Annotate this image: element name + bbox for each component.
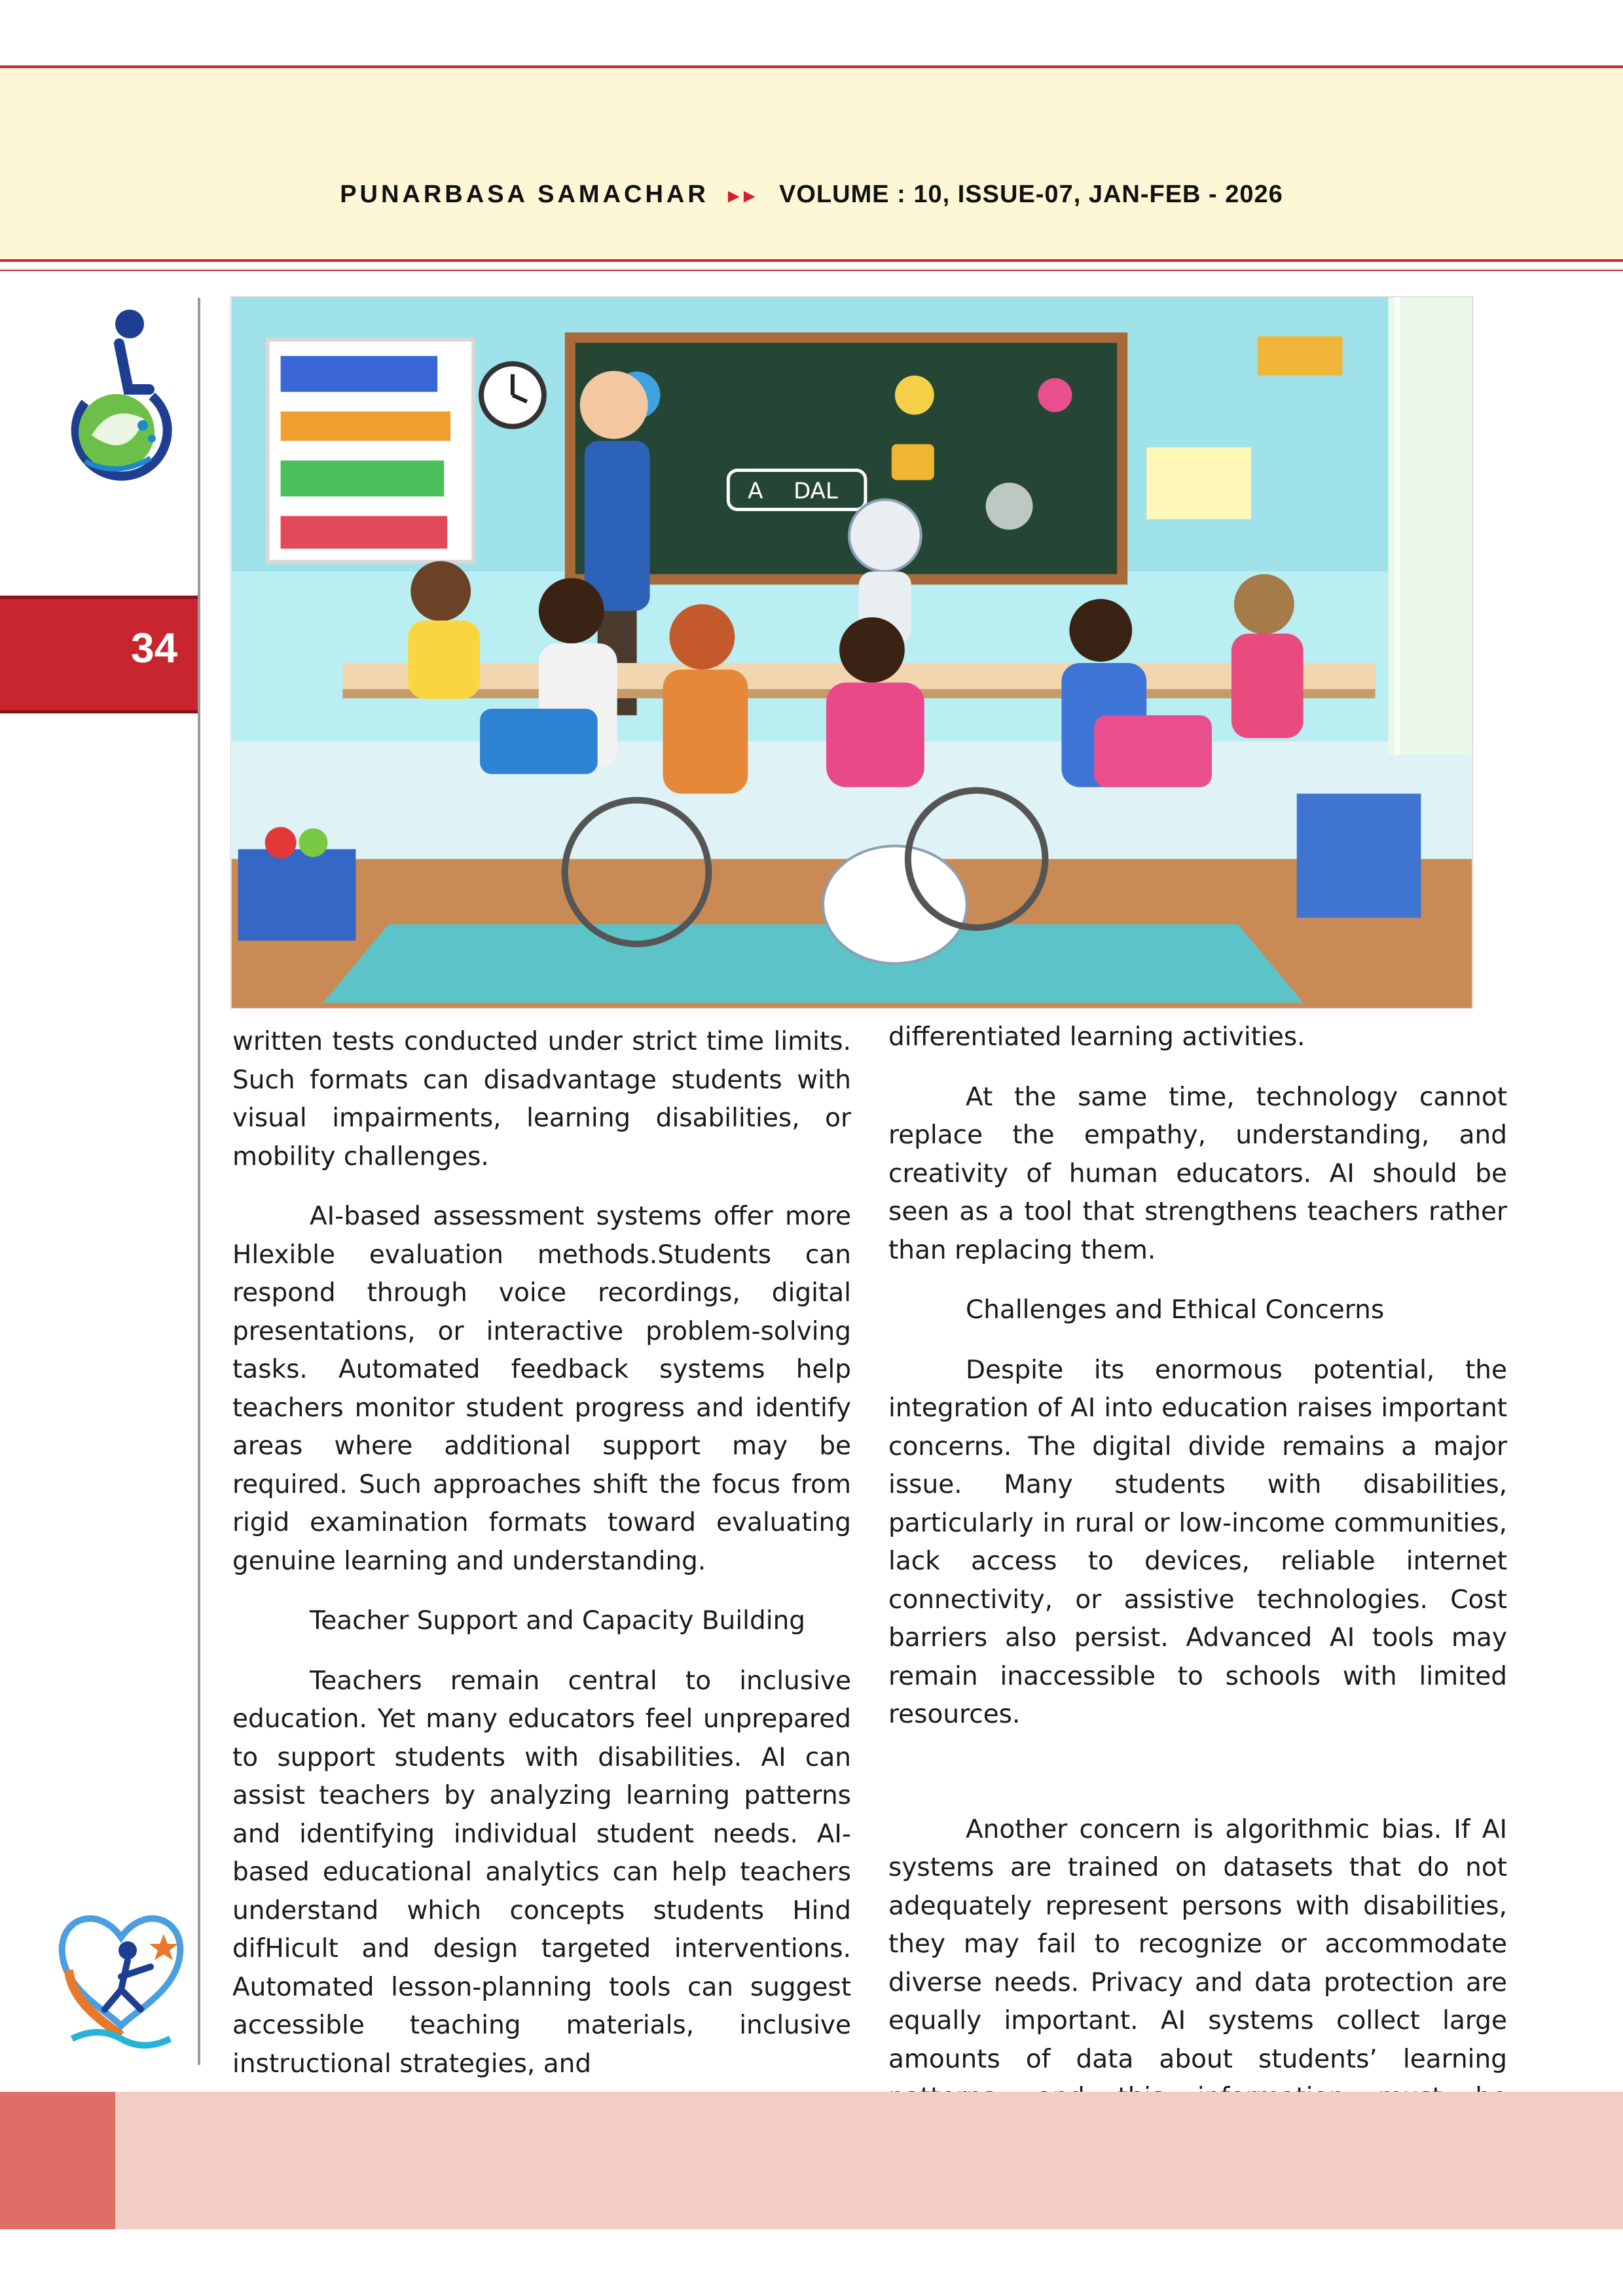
page-number-tab [0, 596, 198, 713]
right-column [888, 1018, 1507, 2155]
paragraph: AI-based assessment systems offer more Hlexible evaluation methods.Students can respond through voice recordings, digital presentations, or interactive problem-solving tasks. Automated feedback systems help teachers monitor student progress and identify areas where additional support may be required. Such approaches shift the focus from rigid examination formats toward evaluating genuine learning and understanding. [232, 1202, 851, 1576]
section-heading: Challenges and Ethical Concerns [966, 1295, 1385, 1325]
footer-accent-block [0, 2092, 115, 2229]
page-number: 34 [131, 624, 178, 672]
board-text-a: A [748, 478, 763, 505]
footer-band [0, 2092, 1623, 2229]
header-band [0, 65, 1623, 262]
magazine-title: PUNARBASA SAMACHAR [340, 181, 709, 208]
paragraph: At the same time, technology cannot replace the empathy, understanding, and creativity of human educators. AI should be seen as a tool that strengthens teachers rather than replacing them. [888, 1082, 1507, 1265]
wheelchair-logo-icon [65, 304, 183, 494]
left-column [232, 1023, 851, 2083]
paragraph: differentiated learning activities. [888, 1022, 1305, 1052]
classroom-illustration [230, 296, 1473, 1009]
board-text-dal: DAL [793, 478, 838, 505]
issue-info: VOLUME : 10, ISSUE-07, JAN-FEB - 2026 [779, 181, 1283, 208]
running-header [0, 181, 1623, 209]
paragraph: Teachers remain central to inclusive education. Yet many educators feel unprepared to support students with disabilities. AI can assist teachers by analyzing learning patterns and identifying individual student needs. AI-based educational analytics can help teachers understand which concepts students Hind difHicult and design targeted interventions. Automated lesson-planning tools can suggest accessible teaching materials, inclusive instructional strategies, and [232, 1666, 851, 2079]
inclusion-logo-icon [52, 1898, 190, 2055]
paragraph: Despite its enormous potential, the integration of AI into education raises important concerns. The digital divide remains a major issue. Many students with disabilities, particularly in rural or low-income communities, lack access to devices, reliable internet connectivity, or assistive technologies. Cost barriers also persist. Advanced AI tools may remain inaccessible to schools with limited resources. [888, 1355, 1507, 1729]
paragraph: written tests conducted under strict time limits. Such formats can disadvantage students with visual impairments, learning disabilities, or mobility challenges. [232, 1027, 851, 1172]
paragraph: Another concern is algorithmic bias. If AI systems are trained on datasets that do not adequately represent persons with disabilities, they may fail to recognize or accommodate diverse needs. Privacy and data protection are equally important. AI systems collect large amounts of data about students’ learning [888, 1814, 1507, 2074]
double-arrow-icon: ▸▸ [728, 183, 760, 207]
header-rule [0, 270, 1623, 271]
margin-rule [198, 298, 200, 2065]
section-heading: Teacher Support and Capacity Building [310, 1606, 806, 1636]
